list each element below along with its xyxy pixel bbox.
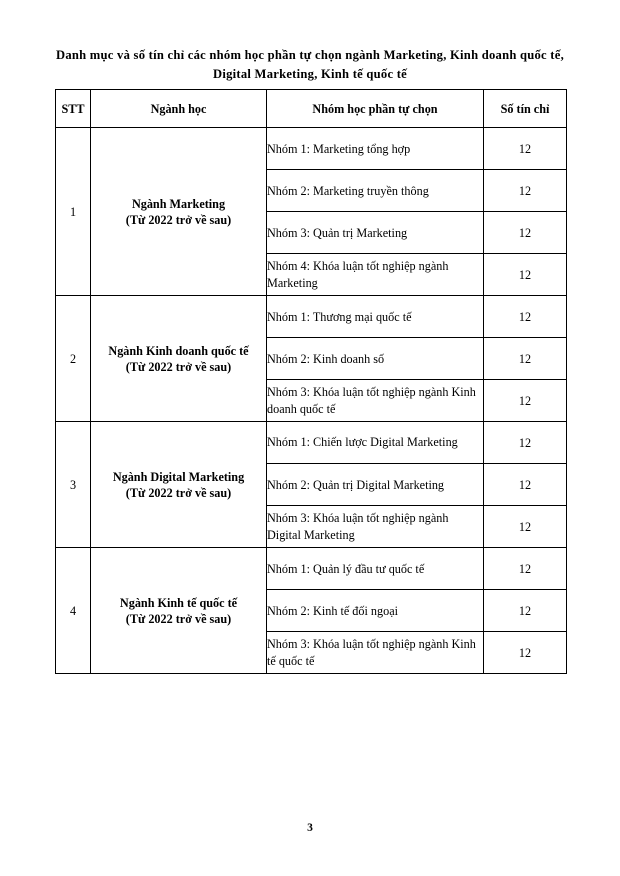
- cell-group: Nhóm 3: Khóa luận tốt nghiệp ngành Kinh doanh quốc tế: [267, 380, 484, 422]
- table-body: [56, 128, 567, 674]
- cell-credits: 12: [484, 212, 567, 254]
- major-name: Ngành Kinh tế quốc tế: [119, 595, 238, 610]
- cell-major: [91, 296, 267, 422]
- cell-credits: 12: [484, 128, 567, 170]
- column-header-group: Nhóm học phần tự chọn: [267, 90, 484, 128]
- column-header-stt: STT: [56, 90, 91, 128]
- cell-credits: 12: [484, 296, 567, 338]
- cell-group: Nhóm 3: Khóa luận tốt nghiệp ngành Kinh tế quốc tế: [267, 632, 484, 674]
- major-name: Ngành Digital Marketing: [112, 469, 245, 484]
- curriculum-table-wrapper: [55, 89, 566, 674]
- page-title-line-1: Danh mục và số tín chỉ các nhóm học phần tự chọn ngành Marketing, Kinh doanh quốc: [56, 48, 547, 62]
- page-number: 3: [307, 822, 313, 834]
- curriculum-table: [55, 89, 567, 674]
- cell-group: Nhóm 1: Marketing tổng hợp: [267, 128, 484, 170]
- cell-group: Nhóm 3: Quản trị Marketing: [267, 212, 484, 254]
- cell-stt: 2: [56, 296, 91, 422]
- cell-credits: 12: [484, 254, 567, 296]
- major-note: (Từ 2022 trở về sau): [125, 611, 232, 626]
- cell-group: Nhóm 2: Marketing truyền thông: [267, 170, 484, 212]
- cell-group: Nhóm 2: Kinh doanh số: [267, 338, 484, 380]
- cell-credits: 12: [484, 170, 567, 212]
- table-row: [56, 422, 567, 464]
- major-note: (Từ 2022 trở về sau): [125, 212, 232, 227]
- column-header-major: Ngành học: [91, 90, 267, 128]
- cell-group: Nhóm 4: Khóa luận tốt nghiệp ngành Marketing: [267, 254, 484, 296]
- cell-group: Nhóm 1: Chiến lược Digital Marketing: [267, 422, 484, 464]
- cell-group: Nhóm 1: Thương mại quốc tế: [267, 296, 484, 338]
- table-row: [56, 128, 567, 170]
- cell-credits: 12: [484, 464, 567, 506]
- cell-stt: 3: [56, 422, 91, 548]
- page-title-line-2: tế, Digital Marketing, Kinh tế quốc tế: [213, 48, 564, 81]
- major-name: Ngành Marketing: [131, 196, 226, 211]
- cell-major: [91, 548, 267, 674]
- cell-stt: 4: [56, 548, 91, 674]
- cell-credits: 12: [484, 548, 567, 590]
- cell-credits: 12: [484, 506, 567, 548]
- cell-major: [91, 422, 267, 548]
- cell-credits: 12: [484, 590, 567, 632]
- cell-group: Nhóm 2: Kinh tế đối ngoại: [267, 590, 484, 632]
- cell-major: [91, 128, 267, 296]
- table-row: [56, 548, 567, 590]
- table-header-row: [56, 90, 567, 128]
- page-title: [50, 46, 570, 84]
- cell-credits: 12: [484, 632, 567, 674]
- cell-group: Nhóm 2: Quản trị Digital Marketing: [267, 464, 484, 506]
- major-note: (Từ 2022 trở về sau): [125, 485, 232, 500]
- cell-credits: 12: [484, 380, 567, 422]
- column-header-credits: Số tín chỉ: [484, 90, 567, 128]
- table-header: [56, 90, 567, 128]
- cell-group: Nhóm 1: Quản lý đầu tư quốc tế: [267, 548, 484, 590]
- cell-credits: 12: [484, 422, 567, 464]
- cell-credits: 12: [484, 338, 567, 380]
- major-note: (Từ 2022 trở về sau): [125, 359, 232, 374]
- cell-stt: 1: [56, 128, 91, 296]
- table-row: [56, 296, 567, 338]
- major-name: Ngành Kinh doanh quốc tế: [108, 343, 249, 358]
- cell-group: Nhóm 3: Khóa luận tốt nghiệp ngành Digital Marketing: [267, 506, 484, 548]
